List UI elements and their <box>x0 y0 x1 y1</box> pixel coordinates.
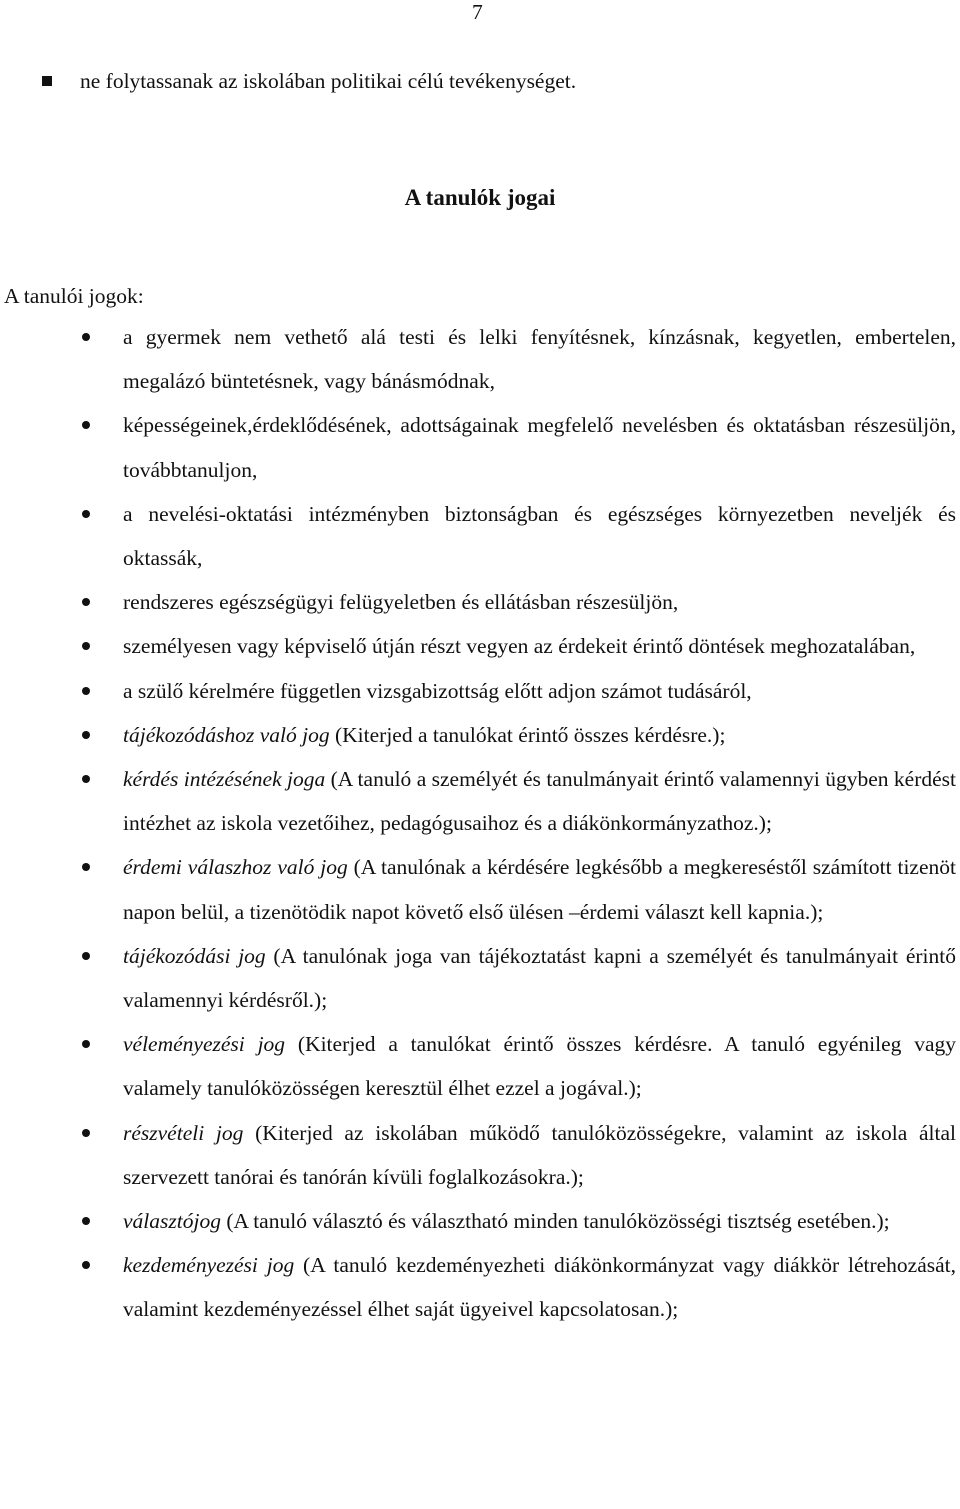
right-text: (Kiterjed az iskolában működő tanulóközösségekre, valamint az iskola által szervezett tanórai és tanórán kívüli foglalkozásokra.); <box>123 1120 956 1189</box>
right-text: (Kiterjed a tanulókat érintő összes kérdésre. A tanuló egyénileg vagy valamely tanulóközösségen keresztül élhet ezzel a jogával.); <box>123 1032 957 1101</box>
intro-text: A tanulói jogok: <box>4 284 144 308</box>
bullet-icon <box>82 598 90 606</box>
list-item <box>0 1111 960 1199</box>
bullet-icon <box>82 775 90 783</box>
right-term: kezdeményezési jog <box>123 1253 295 1278</box>
top-bullet-text: ne folytassanak az iskolában politikai célú tevékenységet. <box>80 69 577 93</box>
bullet-icon <box>82 1261 90 1269</box>
right-text: (A tanuló a személyét és tanulmányait érintő valamennyi ügyben kérdést intézhet az iskola vezetőihez, pedagógusaihoz és a diákönkormányzathoz.); <box>123 767 956 836</box>
list-item <box>0 845 960 933</box>
section-title: A tanulók jogai <box>404 185 556 210</box>
bullet-icon <box>82 1040 90 1048</box>
bullet-icon <box>82 952 90 960</box>
right-text: a nevelési-oktatási intézményben biztonságban és egészséges környezetben neveljék és oktassák, <box>123 501 956 571</box>
bullet-icon <box>82 333 90 341</box>
list-item <box>0 624 960 668</box>
list-item <box>0 580 960 624</box>
right-term: tájékozódási jog <box>123 943 266 968</box>
right-term: tájékozódáshoz való jog <box>123 722 330 747</box>
bullet-icon <box>82 1129 90 1137</box>
right-text: személyesen vagy képviselő útján részt vegyen az érdekeit érintő döntések meghozatalában, <box>123 634 916 659</box>
square-bullet-icon <box>42 76 52 86</box>
list-item <box>0 669 960 713</box>
right-term: kérdés intézésének joga <box>123 767 326 792</box>
list-item <box>0 757 960 845</box>
right-text: a gyermek nem vethető alá testi és lelki fenyítésnek, kínzásnak, kegyetlen, embertelen, megalázó büntetésnek, vagy bánásmódnak, <box>123 325 956 394</box>
right-text: (A tanulónak joga van tájékoztatást kapni a személyét és tanulmányait érintő valamennyi kérdésről.); <box>123 943 956 1013</box>
page-number: 7 <box>472 0 483 24</box>
right-term: részvételi jog <box>123 1120 244 1145</box>
right-text: rendszeres egészségügyi felügyeletben és ellátásban részesüljön, <box>123 590 679 615</box>
list-item <box>0 315 960 403</box>
right-text: (Kiterjed a tanulókat érintő összes kérdésre.); <box>329 722 726 747</box>
bullet-icon <box>82 510 90 518</box>
right-term: érdemi válaszhoz való jog <box>123 855 348 880</box>
right-text: (A tanuló választó és választható minden tanulóközösségi tisztség esetében.); <box>220 1209 890 1234</box>
right-text: (A tanuló kezdeményezheti diákönkormányzat vagy diákkör létrehozását, valamint kezdeményezéssel élhet saját ügyeivel kapcsolatosan.); <box>123 1253 957 1322</box>
right-term: véleményezési jog <box>123 1032 286 1057</box>
right-term: választójog <box>123 1209 221 1234</box>
bullet-icon <box>82 642 90 650</box>
list-item <box>0 492 960 580</box>
list-item <box>0 1199 960 1243</box>
list-item <box>0 403 960 491</box>
list-item <box>0 713 960 757</box>
rights-list <box>0 315 960 1332</box>
list-item <box>0 1243 960 1331</box>
right-text: képességeinek,érdeklődésének, adottságainak megfelelő nevelésben és oktatásban részesüljön, továbbtanuljon, <box>123 413 956 482</box>
right-text: (A tanulónak a kérdésére legkésőbb a megkereséstől számított tizenöt napon belül, a tizenötödik napot követő első ülésen –érdemi választ kell kapnia.); <box>123 855 956 924</box>
bullet-icon <box>82 863 90 871</box>
right-text: a szülő kérelmére független vizsgabizottság előtt adjon számot tudásáról, <box>123 678 752 703</box>
bullet-icon <box>82 1217 90 1225</box>
list-item <box>0 934 960 1022</box>
bullet-icon <box>82 687 90 695</box>
bullet-icon <box>82 731 90 739</box>
bullet-icon <box>82 421 90 429</box>
list-item <box>0 1022 960 1110</box>
